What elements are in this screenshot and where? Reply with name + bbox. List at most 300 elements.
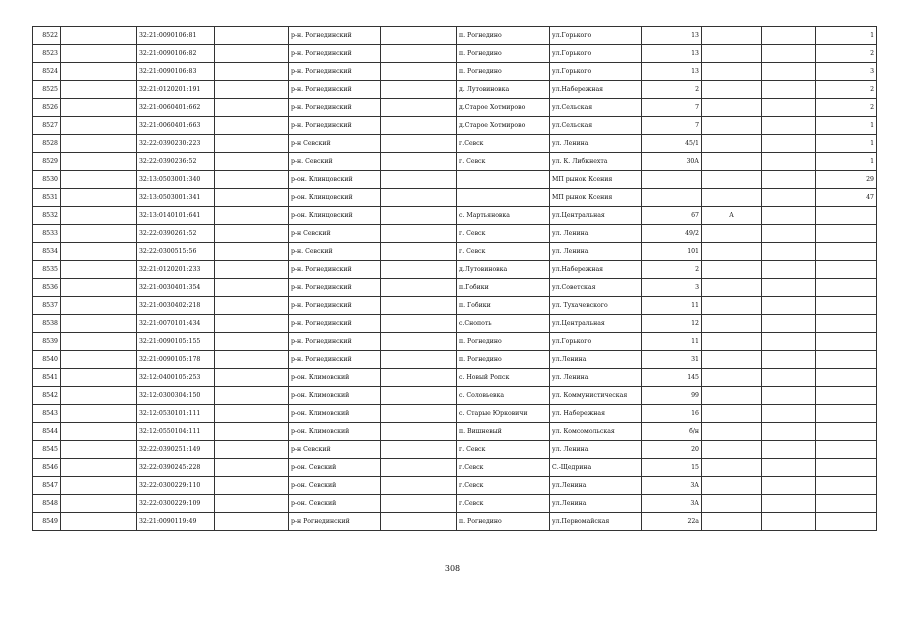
cell-house-letter — [702, 297, 762, 315]
cell-street: ул.Горького — [550, 63, 642, 81]
cell-row-number: 8538 — [33, 315, 61, 333]
cell-cadastral-number: 32:22:0390261:52 — [137, 225, 215, 243]
cell-settlement: г.Севск — [457, 495, 550, 513]
cell-street: ул.Горького — [550, 27, 642, 45]
cell-house-letter — [702, 459, 762, 477]
cell-blank-b — [215, 99, 289, 117]
cell-house-number: 20 — [642, 441, 702, 459]
table-row — [33, 459, 877, 477]
cell-blank-d — [762, 495, 816, 513]
cell-cadastral-number: 32:12:0300304:150 — [137, 387, 215, 405]
cell-blank-b — [215, 387, 289, 405]
cell-row-number: 8526 — [33, 99, 61, 117]
table-row — [33, 441, 877, 459]
cell-blank-d — [762, 351, 816, 369]
table-row — [33, 189, 877, 207]
cell-street: ул.Центральная — [550, 207, 642, 225]
cell-row-number: 8525 — [33, 81, 61, 99]
cell-settlement: п. Рогнедино — [457, 351, 550, 369]
cell-house-letter — [702, 171, 762, 189]
cell-blank-a — [61, 243, 137, 261]
cell-settlement: п. Рогнедино — [457, 63, 550, 81]
cell-blank-d — [762, 477, 816, 495]
cell-quantity: 2 — [816, 99, 877, 117]
cell-district: р-н. Рогнединский — [289, 297, 381, 315]
table-row — [33, 117, 877, 135]
cell-quantity: 1 — [816, 135, 877, 153]
cell-settlement: п.Гобики — [457, 279, 550, 297]
cell-blank-d — [762, 441, 816, 459]
cell-district: р-он. Климовский — [289, 423, 381, 441]
cell-house-letter — [702, 135, 762, 153]
cell-street: ул. Ленина — [550, 135, 642, 153]
cell-cadastral-number: 32:12:0400105:253 — [137, 369, 215, 387]
cell-settlement: п. Рогнедино — [457, 333, 550, 351]
cell-house-letter — [702, 333, 762, 351]
cell-blank-b — [215, 297, 289, 315]
cell-house-letter — [702, 405, 762, 423]
cell-street: ул. Набережная — [550, 405, 642, 423]
cell-quantity — [816, 279, 877, 297]
cell-blank-b — [215, 153, 289, 171]
cell-cadastral-number: 32:22:0390236:52 — [137, 153, 215, 171]
table-row — [33, 279, 877, 297]
cell-blank-b — [215, 405, 289, 423]
cell-row-number: 8540 — [33, 351, 61, 369]
table-row — [33, 225, 877, 243]
cell-house-number: 16 — [642, 405, 702, 423]
cell-blank-b — [215, 459, 289, 477]
cell-blank-a — [61, 279, 137, 297]
cell-row-number: 8524 — [33, 63, 61, 81]
cell-district: р-он. Севский — [289, 477, 381, 495]
cell-blank-c — [381, 279, 457, 297]
cell-quantity: 47 — [816, 189, 877, 207]
cell-blank-c — [381, 153, 457, 171]
cell-district: р-н. Рогнединский — [289, 333, 381, 351]
cell-blank-c — [381, 171, 457, 189]
cell-blank-b — [215, 423, 289, 441]
cell-blank-a — [61, 117, 137, 135]
cell-settlement — [457, 189, 550, 207]
cell-settlement: д.Лутовиновка — [457, 261, 550, 279]
cell-house-number: 13 — [642, 27, 702, 45]
table-row — [33, 153, 877, 171]
cell-blank-b — [215, 27, 289, 45]
cell-street: ул.Ленина — [550, 495, 642, 513]
cell-house-letter — [702, 513, 762, 531]
cell-house-number: 49/2 — [642, 225, 702, 243]
cell-blank-c — [381, 63, 457, 81]
cell-blank-d — [762, 207, 816, 225]
cell-house-number — [642, 171, 702, 189]
cell-cadastral-number: 32:21:0090105:178 — [137, 351, 215, 369]
cell-house-number: 145 — [642, 369, 702, 387]
cell-district: р-он. Климовский — [289, 387, 381, 405]
cell-blank-a — [61, 459, 137, 477]
cell-quantity — [816, 261, 877, 279]
cell-quantity: 1 — [816, 27, 877, 45]
cell-settlement: с. Мартьяновка — [457, 207, 550, 225]
cell-blank-a — [61, 207, 137, 225]
cell-blank-c — [381, 333, 457, 351]
cell-cadastral-number: 32:13:0503001:341 — [137, 189, 215, 207]
cell-settlement: п. Рогнедино — [457, 513, 550, 531]
cell-settlement: г. Севск — [457, 243, 550, 261]
cell-quantity — [816, 351, 877, 369]
cell-house-letter — [702, 279, 762, 297]
cell-district: р-он. Клинцовский — [289, 171, 381, 189]
registry-table — [32, 26, 877, 531]
cell-settlement: с. Старые Юрковичи — [457, 405, 550, 423]
cell-settlement: г. Севск — [457, 441, 550, 459]
cell-blank-a — [61, 45, 137, 63]
cell-row-number: 8541 — [33, 369, 61, 387]
cell-blank-a — [61, 153, 137, 171]
table-row — [33, 135, 877, 153]
cell-blank-d — [762, 99, 816, 117]
table-row — [33, 315, 877, 333]
cell-blank-c — [381, 45, 457, 63]
cell-quantity — [816, 423, 877, 441]
cell-quantity — [816, 459, 877, 477]
cell-blank-c — [381, 261, 457, 279]
cell-blank-a — [61, 513, 137, 531]
cell-blank-b — [215, 63, 289, 81]
cell-house-letter — [702, 495, 762, 513]
table-row — [33, 81, 877, 99]
cell-house-number: б/н — [642, 423, 702, 441]
cell-row-number: 8527 — [33, 117, 61, 135]
cell-blank-b — [215, 189, 289, 207]
cell-house-number: 101 — [642, 243, 702, 261]
cell-blank-a — [61, 441, 137, 459]
table-row — [33, 369, 877, 387]
cell-blank-c — [381, 369, 457, 387]
table-row — [33, 423, 877, 441]
cell-blank-c — [381, 189, 457, 207]
cell-blank-a — [61, 477, 137, 495]
cell-street: ул.Горького — [550, 45, 642, 63]
cell-house-letter — [702, 315, 762, 333]
cell-blank-d — [762, 153, 816, 171]
cell-blank-b — [215, 135, 289, 153]
cell-quantity — [816, 513, 877, 531]
cell-house-letter — [702, 261, 762, 279]
cell-house-letter — [702, 351, 762, 369]
cell-blank-c — [381, 423, 457, 441]
cell-row-number: 8534 — [33, 243, 61, 261]
cell-cadastral-number: 32:21:0090106:81 — [137, 27, 215, 45]
cell-blank-c — [381, 513, 457, 531]
cell-blank-a — [61, 261, 137, 279]
cell-row-number: 8531 — [33, 189, 61, 207]
cell-blank-b — [215, 513, 289, 531]
cell-blank-d — [762, 81, 816, 99]
cell-house-letter — [702, 117, 762, 135]
cell-cadastral-number: 32:21:0090106:83 — [137, 63, 215, 81]
cell-blank-b — [215, 351, 289, 369]
cell-blank-c — [381, 495, 457, 513]
cell-blank-c — [381, 315, 457, 333]
cell-blank-d — [762, 513, 816, 531]
cell-blank-b — [215, 477, 289, 495]
cell-house-letter — [702, 225, 762, 243]
cell-blank-b — [215, 207, 289, 225]
cell-blank-d — [762, 387, 816, 405]
cell-blank-d — [762, 189, 816, 207]
cell-blank-c — [381, 81, 457, 99]
cell-district: р-н. Рогнединский — [289, 27, 381, 45]
table-row — [33, 207, 877, 225]
table-row — [33, 171, 877, 189]
cell-house-number: 2 — [642, 81, 702, 99]
cell-blank-b — [215, 117, 289, 135]
cell-street: ул.Набережная — [550, 81, 642, 99]
cell-blank-a — [61, 81, 137, 99]
table-row — [33, 243, 877, 261]
cell-quantity — [816, 333, 877, 351]
cell-blank-a — [61, 495, 137, 513]
cell-settlement: д. Лутовиновка — [457, 81, 550, 99]
cell-blank-a — [61, 63, 137, 81]
cell-district: р-н Севский — [289, 135, 381, 153]
table-row — [33, 351, 877, 369]
cell-blank-b — [215, 261, 289, 279]
cell-blank-b — [215, 81, 289, 99]
cell-district: р-н. Севский — [289, 153, 381, 171]
cell-house-number: 11 — [642, 333, 702, 351]
cell-row-number: 8528 — [33, 135, 61, 153]
cell-house-number: 3А — [642, 495, 702, 513]
cell-district: р-он. Клинцовский — [289, 207, 381, 225]
cell-blank-b — [215, 171, 289, 189]
cell-blank-b — [215, 45, 289, 63]
cell-house-letter — [702, 477, 762, 495]
cell-cadastral-number: 32:21:0120201:233 — [137, 261, 215, 279]
cell-blank-a — [61, 369, 137, 387]
cell-house-number: 13 — [642, 45, 702, 63]
cell-settlement: г.Севск — [457, 459, 550, 477]
table-row — [33, 387, 877, 405]
cell-row-number: 8544 — [33, 423, 61, 441]
cell-cadastral-number: 32:21:0090105:155 — [137, 333, 215, 351]
cell-street: ул.Советская — [550, 279, 642, 297]
cell-blank-a — [61, 99, 137, 117]
cell-cadastral-number: 32:21:0030401:354 — [137, 279, 215, 297]
cell-house-number: 3А — [642, 477, 702, 495]
cell-cadastral-number: 32:22:0390245:228 — [137, 459, 215, 477]
cell-cadastral-number: 32:12:0530101:111 — [137, 405, 215, 423]
cell-row-number: 8543 — [33, 405, 61, 423]
cell-cadastral-number: 32:22:0300515:56 — [137, 243, 215, 261]
cell-district: р-н Севский — [289, 441, 381, 459]
cell-cadastral-number: 32:22:0390230:223 — [137, 135, 215, 153]
cell-blank-a — [61, 387, 137, 405]
cell-blank-c — [381, 207, 457, 225]
cell-house-number: 22а — [642, 513, 702, 531]
table-row — [33, 513, 877, 531]
cell-house-number: 30А — [642, 153, 702, 171]
cell-row-number: 8535 — [33, 261, 61, 279]
cell-street: ул.Ленина — [550, 477, 642, 495]
cell-settlement: с. Новый Ропск — [457, 369, 550, 387]
cell-blank-a — [61, 189, 137, 207]
cell-cadastral-number: 32:22:0300229:109 — [137, 495, 215, 513]
cell-house-letter — [702, 441, 762, 459]
cell-street: ул.Набережная — [550, 261, 642, 279]
cell-cadastral-number: 32:21:0060401:662 — [137, 99, 215, 117]
cell-district: р-он. Севский — [289, 459, 381, 477]
cell-blank-b — [215, 315, 289, 333]
cell-quantity — [816, 387, 877, 405]
cell-district: р-н. Рогнединский — [289, 117, 381, 135]
cell-blank-c — [381, 459, 457, 477]
cell-blank-b — [215, 495, 289, 513]
cell-blank-b — [215, 333, 289, 351]
cell-quantity: 1 — [816, 117, 877, 135]
cell-house-letter: А — [702, 207, 762, 225]
cell-row-number: 8530 — [33, 171, 61, 189]
cell-settlement: г.Севск — [457, 135, 550, 153]
cell-district: р-н. Рогнединский — [289, 63, 381, 81]
cell-quantity — [816, 477, 877, 495]
cell-blank-c — [381, 27, 457, 45]
cell-blank-a — [61, 135, 137, 153]
cell-blank-b — [215, 279, 289, 297]
cell-district: р-н. Севский — [289, 243, 381, 261]
cell-cadastral-number: 32:13:0503001:340 — [137, 171, 215, 189]
cell-blank-d — [762, 225, 816, 243]
cell-street: МП рынок Ксения — [550, 189, 642, 207]
cell-blank-d — [762, 117, 816, 135]
cell-blank-c — [381, 117, 457, 135]
cell-settlement: п. Рогнедино — [457, 27, 550, 45]
cell-settlement — [457, 171, 550, 189]
cell-blank-a — [61, 297, 137, 315]
cell-settlement: д.Старое Хотмирово — [457, 99, 550, 117]
cell-house-number: 99 — [642, 387, 702, 405]
cell-street: ул.Первомайская — [550, 513, 642, 531]
cell-blank-c — [381, 99, 457, 117]
cell-settlement: д.Старое Хотмирово — [457, 117, 550, 135]
table-row — [33, 477, 877, 495]
cell-quantity — [816, 441, 877, 459]
cell-blank-d — [762, 297, 816, 315]
cell-settlement: г. Севск — [457, 153, 550, 171]
cell-blank-c — [381, 477, 457, 495]
cell-street: ул. Ленина — [550, 243, 642, 261]
cell-blank-c — [381, 387, 457, 405]
cell-street: ул.Горького — [550, 333, 642, 351]
cell-blank-c — [381, 225, 457, 243]
table-row — [33, 297, 877, 315]
cell-cadastral-number: 32:21:0060401:663 — [137, 117, 215, 135]
cell-row-number: 8537 — [33, 297, 61, 315]
cell-cadastral-number: 32:22:0390251:149 — [137, 441, 215, 459]
cell-district: р-н Севский — [289, 225, 381, 243]
cell-street: ул. К. Либкнехта — [550, 153, 642, 171]
cell-settlement: с. Соловьевка — [457, 387, 550, 405]
cell-blank-b — [215, 441, 289, 459]
cell-house-letter — [702, 189, 762, 207]
cell-quantity — [816, 495, 877, 513]
cell-settlement: п. Гобики — [457, 297, 550, 315]
cell-row-number: 8532 — [33, 207, 61, 225]
cell-cadastral-number: 32:13:0140101:641 — [137, 207, 215, 225]
cell-blank-a — [61, 333, 137, 351]
cell-blank-a — [61, 423, 137, 441]
cell-quantity — [816, 405, 877, 423]
cell-blank-b — [215, 225, 289, 243]
table-row — [33, 333, 877, 351]
cell-blank-c — [381, 297, 457, 315]
cell-blank-a — [61, 27, 137, 45]
table-row — [33, 405, 877, 423]
cell-quantity — [816, 243, 877, 261]
cell-blank-a — [61, 405, 137, 423]
cell-blank-a — [61, 171, 137, 189]
cell-street: МП рынок Ксения — [550, 171, 642, 189]
cell-street: ул. Коммунистическая — [550, 387, 642, 405]
cell-quantity: 3 — [816, 63, 877, 81]
cell-street: С.-Щедрина — [550, 459, 642, 477]
cell-settlement: с.Снопоть — [457, 315, 550, 333]
cell-house-letter — [702, 153, 762, 171]
cell-district: р-н. Рогнединский — [289, 279, 381, 297]
cell-blank-c — [381, 135, 457, 153]
cell-quantity — [816, 369, 877, 387]
cell-row-number: 8542 — [33, 387, 61, 405]
cell-blank-a — [61, 315, 137, 333]
cell-blank-d — [762, 45, 816, 63]
cell-blank-d — [762, 27, 816, 45]
cell-settlement: п. Вишневый — [457, 423, 550, 441]
table-row — [33, 45, 877, 63]
cell-row-number: 8533 — [33, 225, 61, 243]
cell-district: р-он. Климовский — [289, 369, 381, 387]
cell-blank-d — [762, 405, 816, 423]
cell-house-number: 3 — [642, 279, 702, 297]
cell-house-letter — [702, 45, 762, 63]
cell-blank-d — [762, 63, 816, 81]
cell-quantity — [816, 297, 877, 315]
cell-settlement: п. Рогнедино — [457, 45, 550, 63]
cell-street: ул.Сельская — [550, 99, 642, 117]
cell-street: ул.Сельская — [550, 117, 642, 135]
cell-blank-d — [762, 369, 816, 387]
cell-street: ул.Ленина — [550, 351, 642, 369]
cell-house-number: 31 — [642, 351, 702, 369]
cell-blank-c — [381, 441, 457, 459]
cell-row-number: 8523 — [33, 45, 61, 63]
cell-settlement: г.Севск — [457, 477, 550, 495]
cell-cadastral-number: 32:22:0300229:110 — [137, 477, 215, 495]
table-row — [33, 99, 877, 117]
registry-body — [33, 27, 877, 531]
cell-settlement: г. Севск — [457, 225, 550, 243]
cell-blank-a — [61, 351, 137, 369]
cell-house-letter — [702, 81, 762, 99]
cell-blank-c — [381, 243, 457, 261]
cell-cadastral-number: 32:21:0090119:49 — [137, 513, 215, 531]
cell-blank-d — [762, 261, 816, 279]
cell-quantity — [816, 207, 877, 225]
cell-blank-b — [215, 369, 289, 387]
cell-blank-d — [762, 279, 816, 297]
cell-district: р-н. Рогнединский — [289, 99, 381, 117]
cell-house-number: 7 — [642, 117, 702, 135]
